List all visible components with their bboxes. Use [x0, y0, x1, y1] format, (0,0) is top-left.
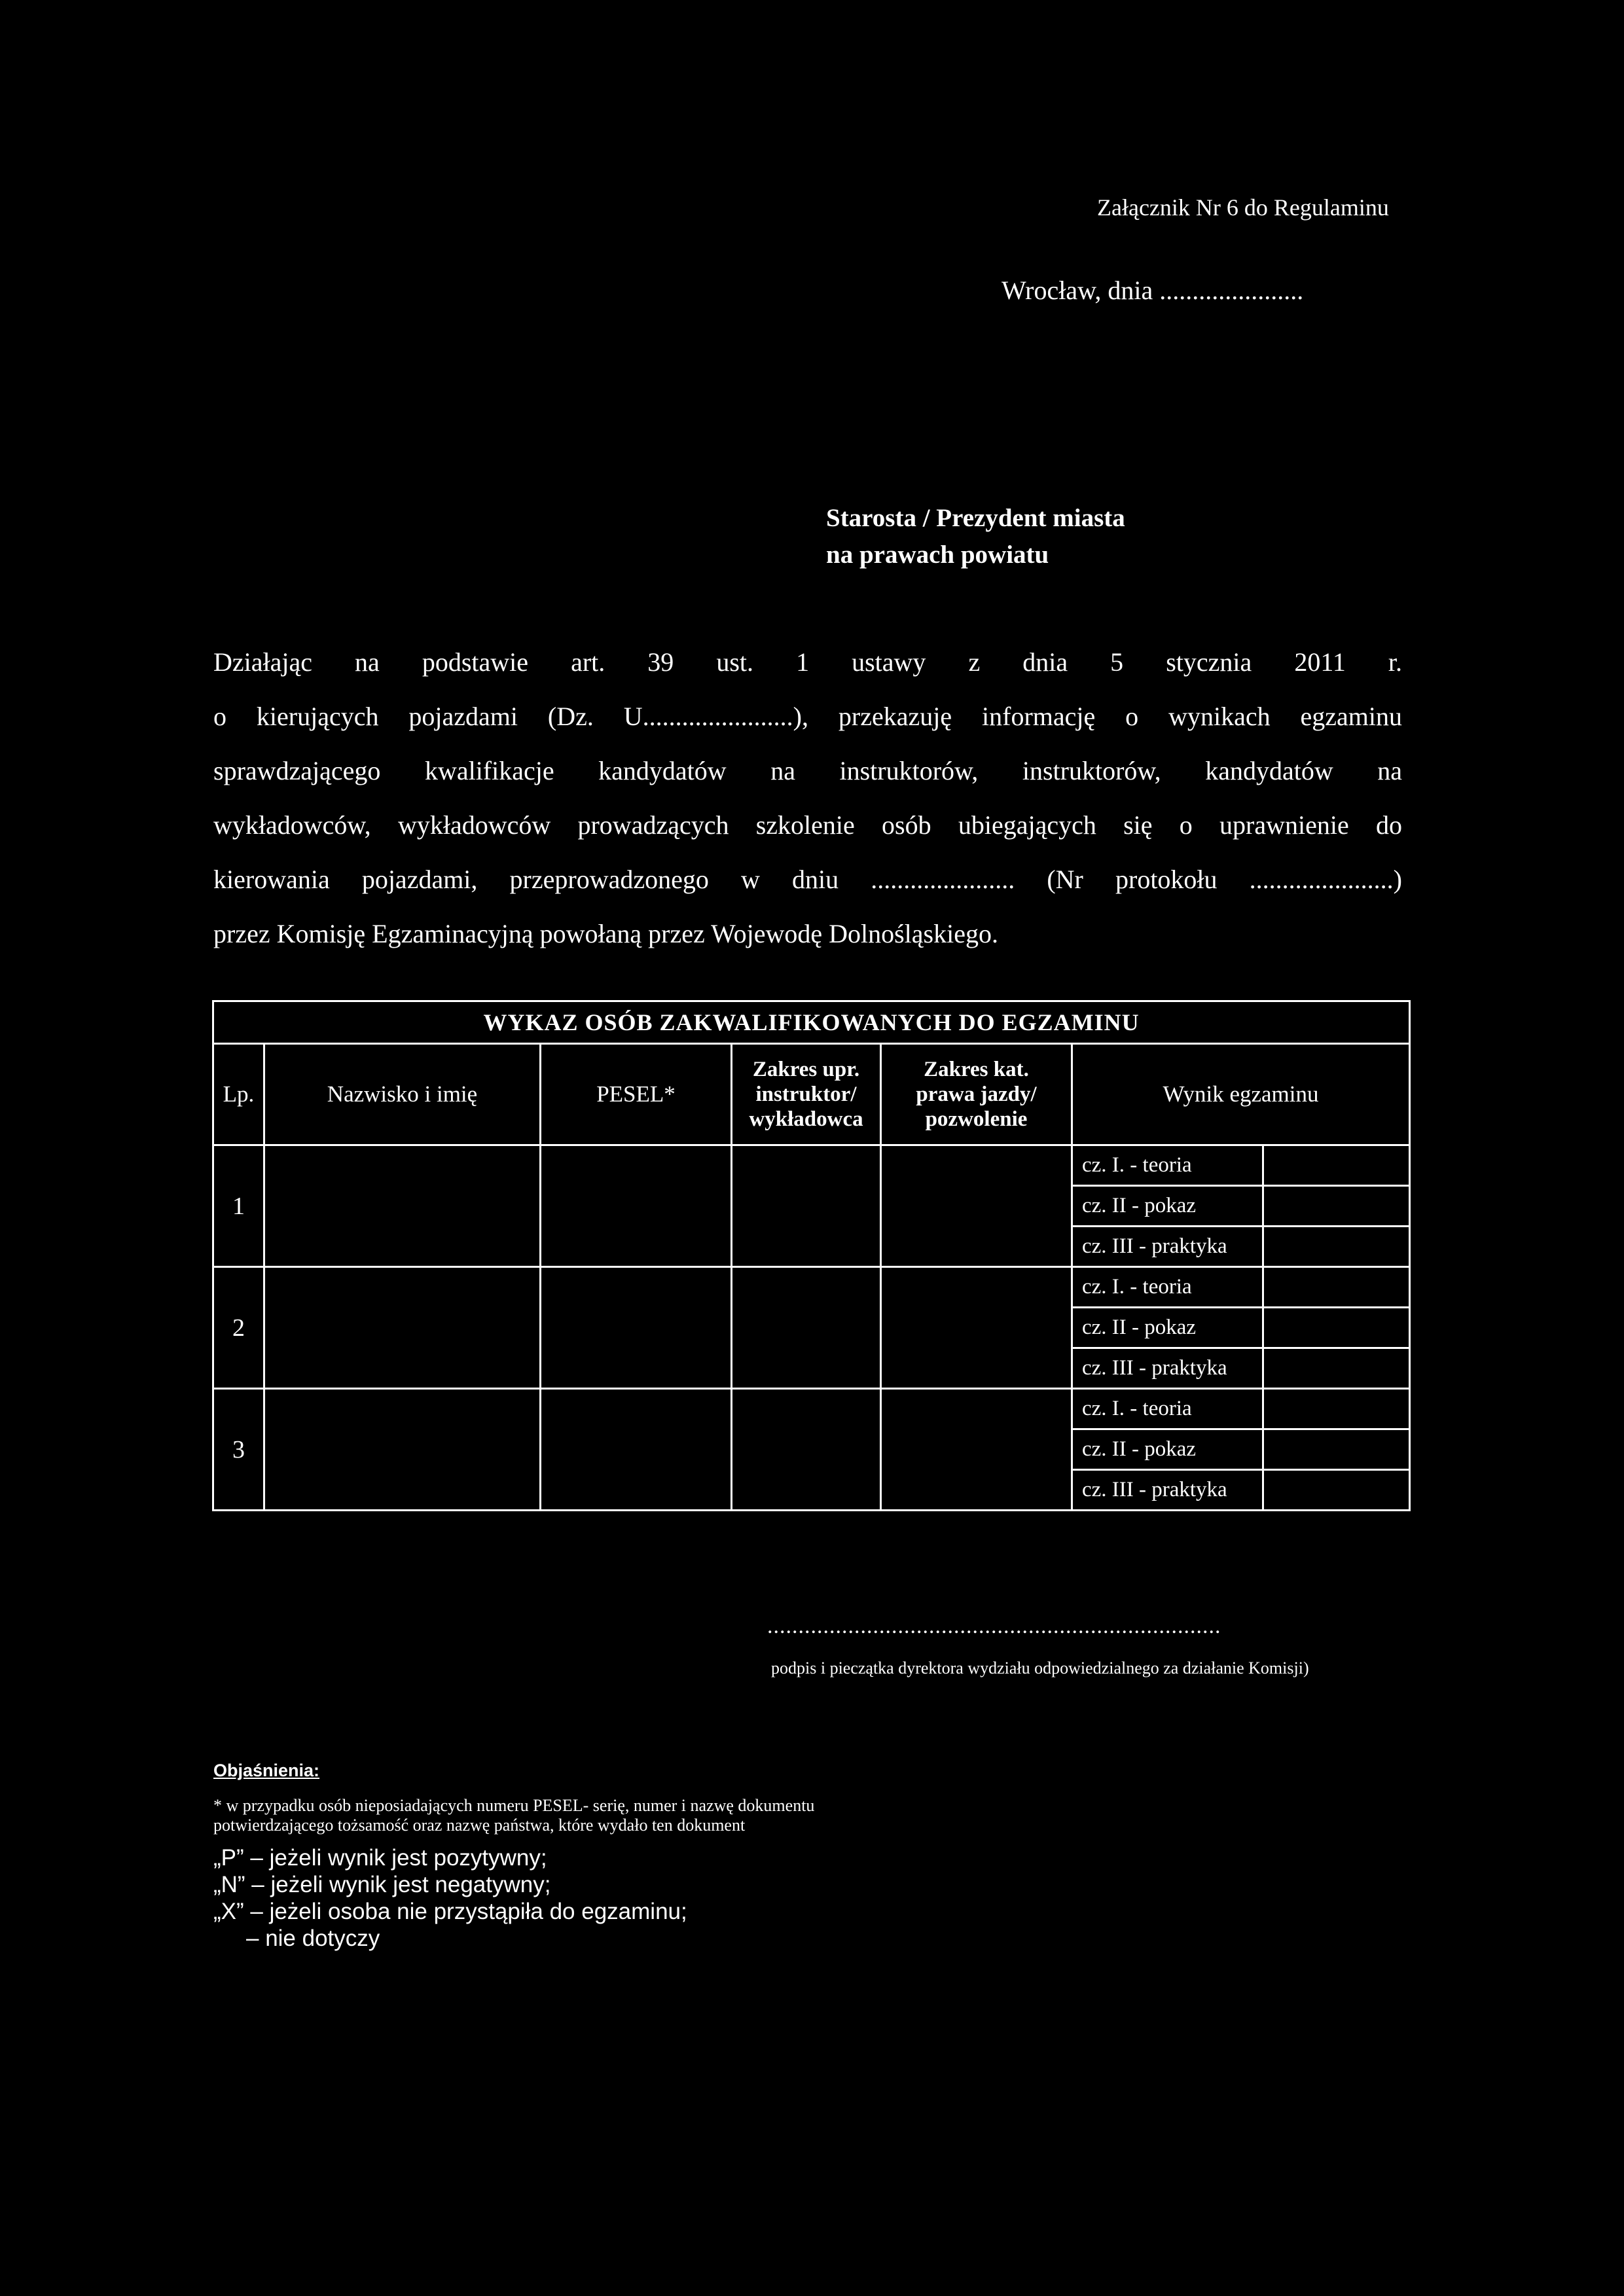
signature-caption: podpis i pieczątka dyrektora wydziału odpowiedzialnego za działanie Komisji) [771, 1659, 1309, 1677]
exam-result-cell[interactable] [1263, 1267, 1410, 1308]
exam-result-cell[interactable] [1263, 1429, 1410, 1470]
name-cell[interactable] [264, 1389, 541, 1511]
row-number: 2 [213, 1267, 264, 1389]
exam-part-label: cz. I. - teoria [1072, 1267, 1263, 1308]
exam-part-label: cz. III - praktyka [1072, 1348, 1263, 1389]
scope-cell[interactable] [732, 1145, 881, 1267]
intro-paragraph [213, 635, 1402, 961]
category-cell[interactable] [881, 1389, 1072, 1511]
note-pesel-line-1: * w przypadku osób nieposiadających numeru PESEL- serię, numer i nazwę dokumentu [213, 1796, 815, 1815]
intro-line-6: przez Komisję Egzaminacyjną powołaną przez Wojewodę Dolnośląskiego. [213, 919, 998, 948]
table-row [213, 1145, 1410, 1186]
intro-line-4: wykładowców, wykładowców prowadzących szkolenie osób ubiegających się o uprawnienie do [213, 810, 1402, 840]
row-number: 1 [213, 1145, 264, 1267]
place-date: Wrocław, dnia ...................... [1001, 276, 1304, 305]
table-row [213, 1267, 1410, 1308]
signature-line: ......................................................................... [767, 1614, 1221, 1638]
intro-line-5: kierowania pojazdami, przeprowadzonego w dniu ...................... (Nr protokołu ......................) [213, 865, 1402, 894]
intro-line-1: Działając na podstawie art. 39 ust. 1 ustawy z dnia 5 stycznia 2011 r. [213, 647, 1402, 677]
name-cell[interactable] [264, 1267, 541, 1389]
legend-positive: „P” – jeżeli wynik jest pozytywny; [213, 1845, 547, 1871]
pesel-cell[interactable] [541, 1145, 732, 1267]
exam-result-cell[interactable] [1263, 1227, 1410, 1267]
exam-result-cell[interactable] [1263, 1145, 1410, 1186]
legend-negative: „N” – jeżeli wynik jest negatywny; [213, 1872, 551, 1897]
exam-part-label: cz. I. - teoria [1072, 1389, 1263, 1429]
header-scope-line-2: instruktor/ [755, 1083, 857, 1106]
pesel-cell[interactable] [541, 1389, 732, 1511]
addressee [826, 500, 1125, 573]
table-title: WYKAZ OSÓB ZAKWALIFIKOWANYCH DO EGZAMINU [213, 1001, 1410, 1044]
exam-result-cell[interactable] [1263, 1348, 1410, 1389]
header-lp: Lp. [213, 1044, 264, 1145]
header-name: Nazwisko i imię [264, 1044, 541, 1145]
notes-title: Objaśnienia: [213, 1761, 320, 1780]
header-category [881, 1044, 1072, 1145]
note-pesel-line-2: potwierdzającego tożsamość oraz nazwę państwa, które wydało ten dokument [213, 1816, 746, 1835]
intro-line-2: o kierujących pojazdami (Dz. U.......................), przekazuję informację o wynikach egzaminu [213, 702, 1402, 731]
legend [213, 1844, 687, 1952]
table-body [213, 1145, 1410, 1511]
exam-part-label: cz. II - pokaz [1072, 1186, 1263, 1227]
exam-result-cell[interactable] [1263, 1470, 1410, 1511]
header-category-line-2: prawa jazdy/ [916, 1083, 1037, 1106]
scope-cell[interactable] [732, 1389, 881, 1511]
header-pesel: PESEL* [541, 1044, 732, 1145]
exam-part-label: cz. I. - teoria [1072, 1145, 1263, 1186]
exam-part-label: cz. II - pokaz [1072, 1429, 1263, 1470]
table-row [213, 1389, 1410, 1429]
candidates-table [212, 1000, 1411, 1511]
exam-result-cell[interactable] [1263, 1186, 1410, 1227]
header-scope-line-3: wykładowca [749, 1107, 863, 1131]
header-category-line-1: Zakres kat. [924, 1058, 1029, 1081]
legend-absent: „X” – jeżeli osoba nie przystąpiła do egzaminu; [213, 1899, 687, 1924]
header-category-line-3: pozwolenie [925, 1107, 1028, 1131]
header-result: Wynik egzaminu [1072, 1044, 1410, 1145]
exam-part-label: cz. III - praktyka [1072, 1227, 1263, 1267]
header-scope-line-1: Zakres upr. [752, 1058, 860, 1081]
category-cell[interactable] [881, 1267, 1072, 1389]
exam-result-cell[interactable] [1263, 1308, 1410, 1348]
pesel-cell[interactable] [541, 1267, 732, 1389]
category-cell[interactable] [881, 1145, 1072, 1267]
intro-line-3: sprawdzającego kwalifikacje kandydatów na instruktorów, instruktorów, kandydatów na [213, 756, 1402, 785]
exam-result-cell[interactable] [1263, 1389, 1410, 1429]
header-scope [732, 1044, 881, 1145]
name-cell[interactable] [264, 1145, 541, 1267]
exam-part-label: cz. II - pokaz [1072, 1308, 1263, 1348]
legend-not-applicable: – nie dotyczy [246, 1926, 380, 1951]
addressee-line-2: na prawach powiatu [826, 541, 1049, 569]
exam-part-label: cz. III - praktyka [1072, 1470, 1263, 1511]
annex-label: Załącznik Nr 6 do Regulaminu [1097, 194, 1389, 221]
scope-cell[interactable] [732, 1267, 881, 1389]
addressee-line-1: Starosta / Prezydent miasta [826, 504, 1125, 532]
note-pesel [213, 1796, 973, 1835]
row-number: 3 [213, 1389, 264, 1511]
